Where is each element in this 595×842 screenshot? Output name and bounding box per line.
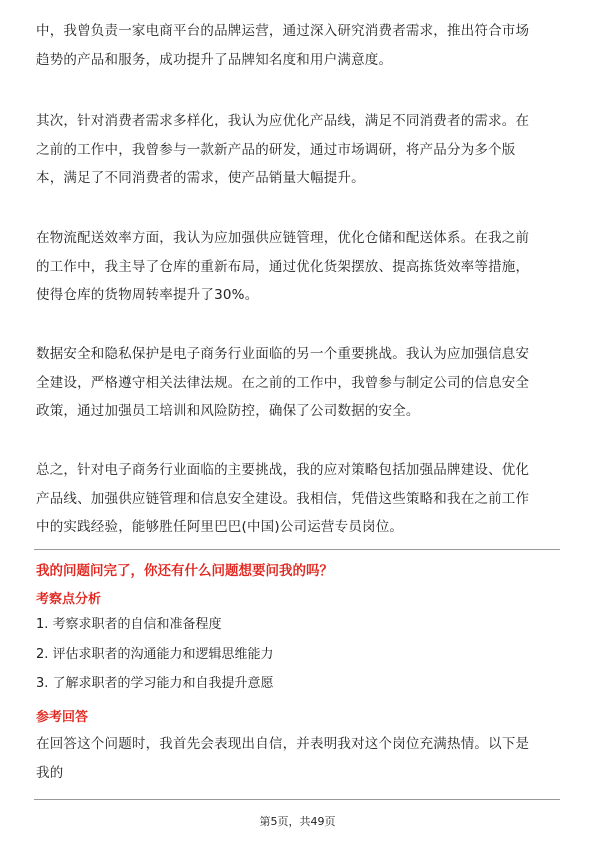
text-line: 在回答这个问题时，我首先会表现出自信，并表明我对这个岗位充满热情。以下是: [36, 736, 530, 752]
analysis-item: 3. 了解求职者的学习能力和自我提升意愿: [36, 676, 274, 691]
text-line: 中的实践经验，能够胜任阿里巴巴(中国)公司运营专员岗位。: [36, 519, 404, 535]
text-line: 之前的工作中，我曾参与一款新产品的研发，通过市场调研，将产品分为多个版: [36, 141, 516, 158]
analysis-heading: 考察点分析: [36, 592, 102, 607]
body-paragraph-3: [36, 224, 559, 310]
footer-divider: [34, 799, 560, 800]
text-line: 趋势的产品和服务，成功提升了品牌知名度和用户满意度。: [36, 51, 393, 68]
text-line: 总之，针对电子商务行业面临的主要挑战，我的应对策略包括加强品牌建设、优化: [36, 462, 530, 478]
analysis-item: 1. 考察求职者的自信和准备程度: [36, 617, 222, 632]
body-paragraph-2: [36, 107, 559, 193]
body-paragraph-5: [36, 456, 559, 542]
text-line: 我的: [36, 764, 64, 781]
answer-heading: 参考回答: [36, 710, 89, 725]
text-line: 中，我曾负责一家电商平台的品牌运营，通过深入研究消费者需求，推出符合市场: [36, 23, 530, 39]
text-line: 数据安全和隐私保护是电子商务行业面临的另一个重要挑战。我认为应加强信息安: [36, 346, 530, 362]
body-paragraph-1: [36, 17, 559, 74]
text-line: 在物流配送效率方面，我认为应加强供应链管理，优化仓储和配送体系。在我之前: [36, 230, 530, 246]
body-paragraph-4: [36, 340, 559, 426]
question-heading: 我的问题问完了，你还有什么问题想要问我的吗？: [36, 563, 333, 579]
text-line: 产品线、加强供应链管理和信息安全建设。我相信，凭借这些策略和我在之前工作: [36, 490, 530, 507]
text-line: 全建设，严格遵守相关法律法规。在之前的工作中，我曾参与制定公司的信息安全: [36, 374, 530, 391]
answer-paragraph: [36, 730, 559, 787]
text-line: 的工作中，我主导了仓库的重新布局，通过优化货架摆放、提高拣货效率等措施，: [36, 258, 530, 275]
section-divider: [34, 549, 560, 550]
analysis-item: 2. 评估求职者的沟通能力和逻辑思维能力: [36, 647, 274, 662]
page-number: 第5页，共49页: [259, 815, 336, 828]
text-line: 使得仓库的货物周转率提升了30%。: [36, 287, 259, 303]
text-line: 政策，通过加强员工培训和风险防控，确保了公司数据的安全。: [36, 403, 420, 419]
text-line: 其次，针对消费者需求多样化，我认为应优化产品线，满足不同消费者的需求。在: [36, 113, 530, 129]
text-line: 本，满足了不同消费者的需求，使产品销量大幅提升。: [36, 170, 365, 186]
